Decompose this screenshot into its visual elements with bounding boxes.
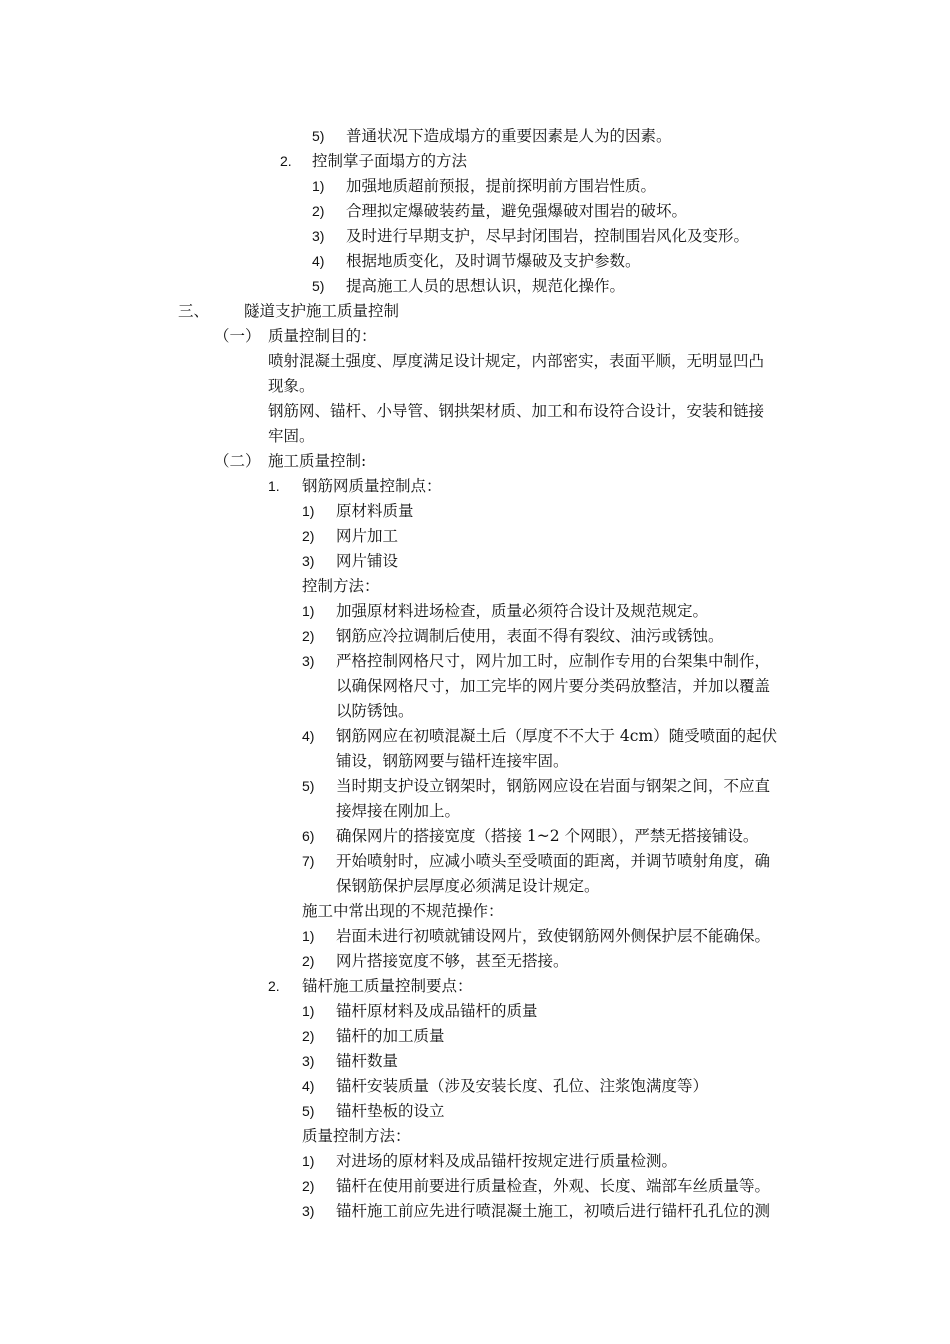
paragraph-line: 现象。: [268, 377, 315, 395]
bad-practice-label: 施工中常出现的不规范操作：: [302, 902, 504, 920]
heading-text: 控制掌子面塌方的方法: [312, 152, 468, 170]
section-number: 三、: [178, 302, 210, 320]
list-item-text: 加强地质超前预报，提前探明前方围岩性质。: [346, 177, 657, 195]
section-title: 隧道支护施工质量控制: [244, 302, 400, 320]
paragraph-line: 喷射混凝土强度、厚度满足设计规定，内部密实，表面平顺，无明显凹凸: [268, 352, 765, 370]
list-item-text: 网片搭接宽度不够，甚至无搭接。: [336, 952, 569, 970]
list-item-text: 网片铺设: [336, 552, 399, 570]
paragraph-line: 钢筋网、锚杆、小导管、钢拱架材质、加工和布设符合设计，安装和链接: [268, 402, 765, 420]
list-number: 3): [302, 553, 315, 569]
list-item-text: 以防锈蚀。: [336, 702, 414, 720]
list-item-text: 普通状况下造成塌方的重要因素是人为的因素。: [346, 127, 672, 145]
subheading-number: 1.: [268, 478, 280, 494]
list-number: 5): [312, 128, 325, 144]
list-number: 3): [312, 228, 325, 244]
list-item-text: 锚杆在使用前要进行质量检查，外观、长度、端部车丝质量等。: [336, 1177, 771, 1195]
subheading-text: 钢筋网质量控制点：: [302, 477, 442, 495]
list-item-text: 钢筋网应在初喷混凝土后（厚度不不大于 4cm）随受喷面的起伏: [336, 727, 778, 745]
list-item-text: 原材料质量: [336, 502, 414, 520]
list-item-text: 当时期支护设立钢架时，钢筋网应设在岩面与钢架之间，不应直: [336, 777, 771, 795]
part-title: 质量控制目的：: [268, 327, 377, 345]
list-number: 5): [312, 278, 325, 294]
list-number: 5): [302, 1103, 315, 1119]
part-title: 施工质量控制:: [268, 452, 367, 470]
list-number: 4): [312, 253, 325, 269]
list-item-text: 钢筋应冷拉调制后使用，表面不得有裂纹、油污或锈蚀。: [336, 627, 724, 645]
subheading-text: 锚杆施工质量控制要点：: [302, 977, 473, 995]
list-item-text: 锚杆的加工质量: [336, 1027, 445, 1045]
list-number: 1): [302, 1153, 315, 1169]
list-number: 2): [302, 953, 315, 969]
list-number: 2): [302, 628, 315, 644]
list-number: 3): [302, 653, 315, 669]
paragraph-line: 牢固。: [268, 427, 315, 445]
method-label: 质量控制方法：: [302, 1127, 411, 1145]
part-number: （二）: [214, 452, 261, 470]
list-item-text: 岩面未进行初喷就铺设网片，致使钢筋网外侧保护层不能确保。: [336, 927, 771, 945]
list-item-text: 合理拟定爆破装药量，避免强爆破对围岩的破坏。: [346, 202, 688, 220]
list-item-text: 保钢筋保护层厚度必须满足设计规定。: [336, 877, 600, 895]
list-number: 2): [302, 1178, 315, 1194]
list-item-text: 提高施工人员的思想认识，规范化操作。: [346, 277, 626, 295]
list-number: 2): [302, 528, 315, 544]
list-number: 6): [302, 828, 315, 844]
list-number: 2): [312, 203, 325, 219]
list-item-text: 锚杆原材料及成品锚杆的质量: [336, 1002, 538, 1020]
list-item-text: 锚杆安装质量（涉及安装长度、孔位、注浆饱满度等）: [336, 1077, 709, 1095]
list-number: 5): [302, 778, 315, 794]
list-number: 4): [302, 1078, 315, 1094]
list-number: 3): [302, 1053, 315, 1069]
list-number: 1): [302, 1003, 315, 1019]
list-number: 7): [302, 853, 315, 869]
list-item-text: 接焊接在刚加上。: [336, 802, 461, 820]
subheading-number: 2.: [268, 978, 280, 994]
list-item-text: 开始喷射时，应减小喷头至受喷面的距离，并调节喷射角度，确: [336, 852, 771, 870]
list-item-text: 确保网片的搭接宽度（搭接 1~2 个网眼），严禁无搭接铺设。: [336, 827, 759, 845]
list-number: 2): [302, 1028, 315, 1044]
part-number: （一）: [214, 327, 261, 345]
method-label: 控制方法：: [302, 577, 380, 595]
list-item-text: 对进场的原材料及成品锚杆按规定进行质量检测。: [336, 1152, 678, 1170]
list-item-text: 严格控制网格尺寸，网片加工时，应制作专用的台架集中制作，: [336, 652, 771, 670]
list-item-text: 及时进行早期支护，尽早封闭围岩，控制围岩风化及变形。: [346, 227, 750, 245]
list-item-text: 网片加工: [336, 527, 399, 545]
list-number: 3): [302, 1203, 315, 1219]
list-item-text: 锚杆垫板的设立: [336, 1102, 445, 1120]
list-number: 1): [312, 178, 325, 194]
list-number: 1): [302, 503, 315, 519]
list-item-text: 铺设，钢筋网要与锚杆连接牢固。: [336, 752, 569, 770]
list-item-text: 加强原材料进场检查，质量必须符合设计及规范规定。: [336, 602, 709, 620]
list-number: 1): [302, 603, 315, 619]
list-number: 1): [302, 928, 315, 944]
list-number: 4): [302, 728, 315, 744]
heading-number: 2.: [280, 153, 292, 169]
list-item-text: 锚杆数量: [336, 1052, 399, 1070]
list-item-text: 锚杆施工前应先进行喷混凝土施工，初喷后进行锚杆孔孔位的测: [336, 1202, 771, 1220]
list-item-text: 以确保网格尺寸，加工完毕的网片要分类码放整洁，并加以覆盖: [336, 677, 771, 695]
list-item-text: 根据地质变化，及时调节爆破及支护参数。: [346, 252, 641, 270]
